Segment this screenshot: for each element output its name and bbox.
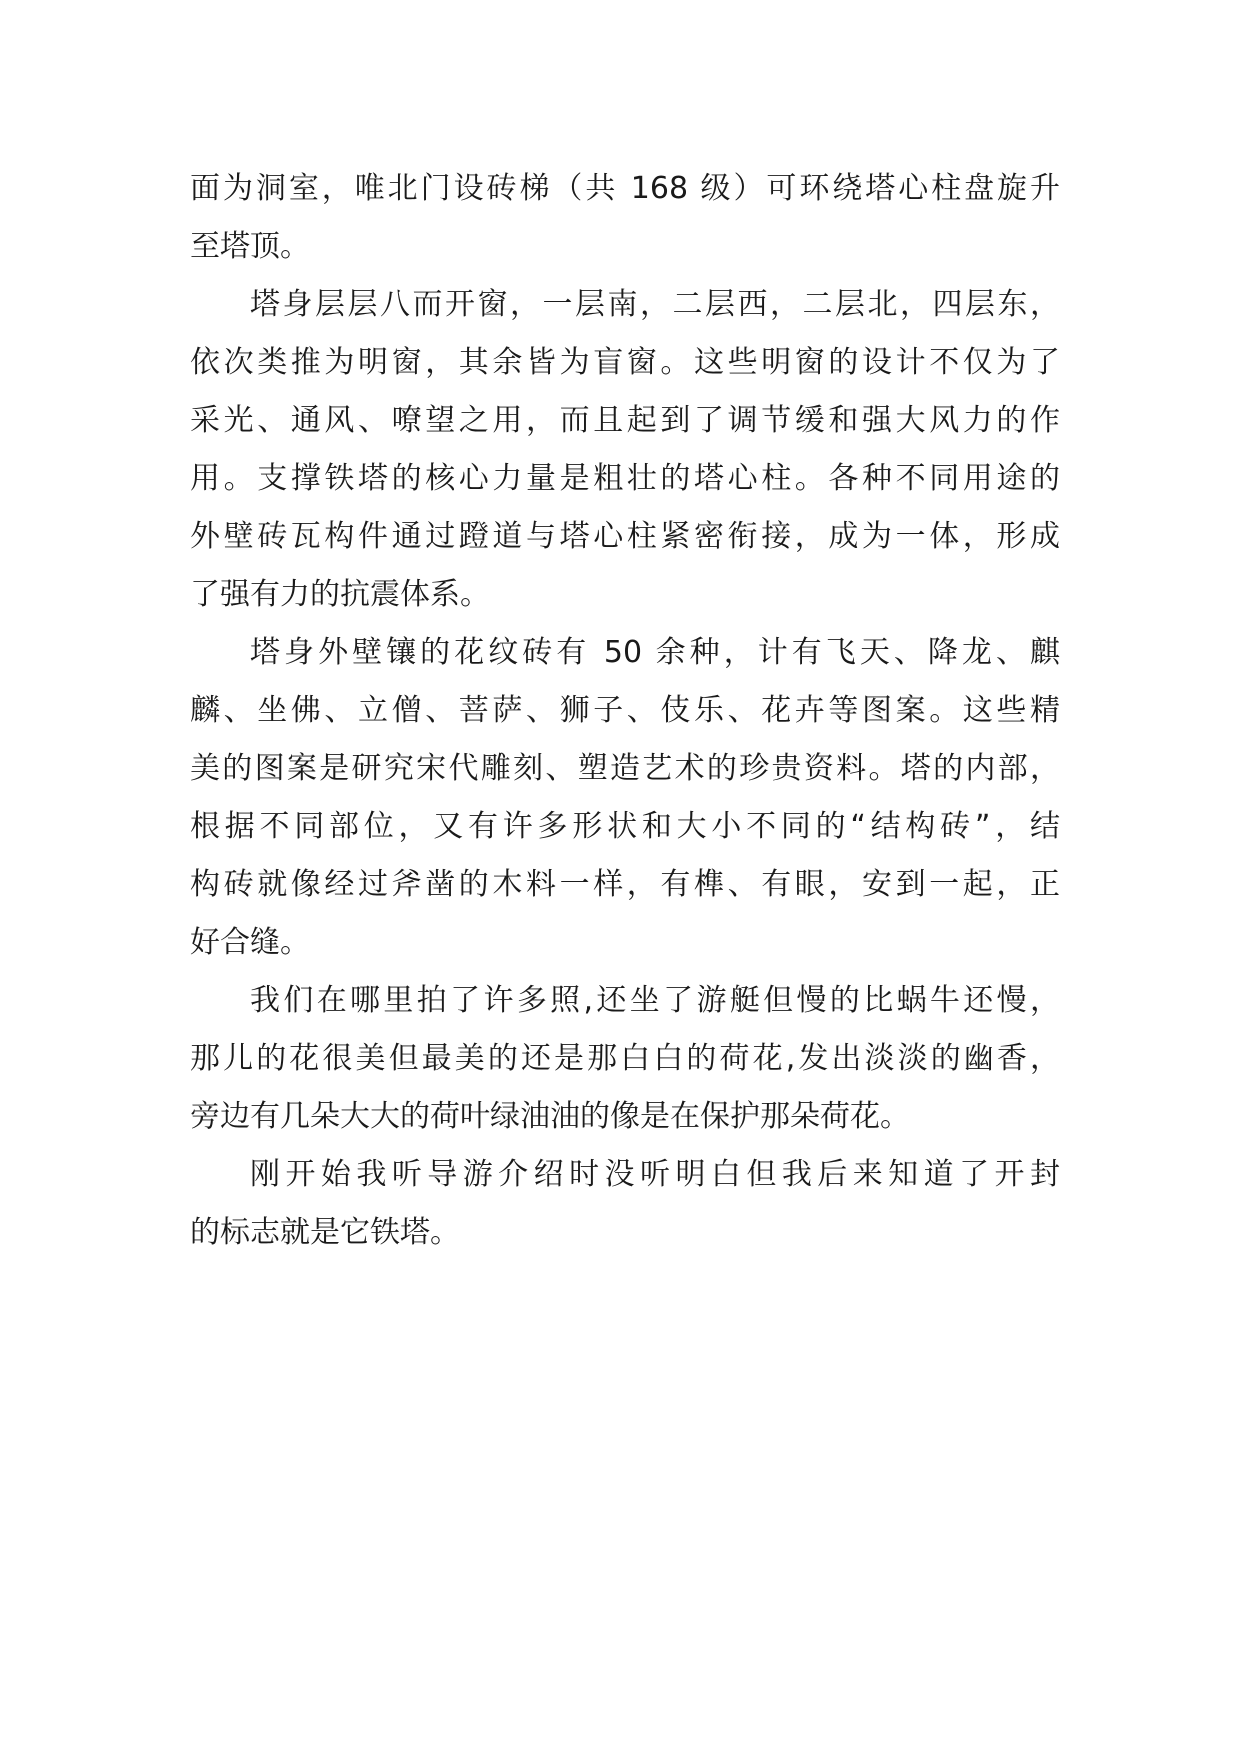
text-line: 依次类推为明窗，其余皆为盲窗。这些明窗的设计不仅为了 <box>190 345 1060 380</box>
text-line: 根据不同部位，又有许多形状和大小不同的“结构砖”，结 <box>190 809 1060 844</box>
text-line: 构砖就像经过斧凿的木料一样，有榫、有眼，安到一起，正 <box>190 867 1060 902</box>
text-line: 了强有力的抗震体系。 <box>190 577 490 612</box>
text-line: 麟、坐佛、立僧、菩萨、狮子、伎乐、花卉等图案。这些精 <box>190 693 1060 728</box>
text-line: 至塔顶。 <box>190 229 310 264</box>
text-line: 好合缝。 <box>190 925 310 960</box>
text-line: 美的图案是研究宋代雕刻、塑造艺术的珍贵资料。塔的内部， <box>190 751 1060 786</box>
text-line: 面为洞室，唯北门设砖梯（共 168 级）可环绕塔心柱盘旋升 <box>190 171 1060 206</box>
text-line: 那儿的花很美但最美的还是那白白的荷花,发出淡淡的幽香， <box>190 1041 1060 1076</box>
document-body <box>190 160 1060 1262</box>
text-line: 塔身外壁镶的花纹砖有 50 余种，计有飞天、降龙、麒 <box>250 635 1060 670</box>
text-line: 塔身层层八而开窗，一层南，二层西，二层北，四层东， <box>250 287 1060 322</box>
text-line: 采光、通风、嘹望之用，而且起到了调节缓和强大风力的作 <box>190 403 1060 438</box>
text-line: 的标志就是它铁塔。 <box>190 1215 460 1250</box>
text-line: 我们在哪里拍了许多照,还坐了游艇但慢的比蜗牛还慢， <box>250 983 1060 1018</box>
text-line: 用。支撑铁塔的核心力量是粗壮的塔心柱。各种不同用途的 <box>190 461 1060 496</box>
text-line: 刚开始我听导游介绍时没听明白但我后来知道了开封 <box>250 1157 1060 1192</box>
text-line: 外壁砖瓦构件通过蹬道与塔心柱紧密衔接，成为一体，形成 <box>190 519 1060 554</box>
text-line: 旁边有几朵大大的荷叶绿油油的像是在保护那朵荷花。 <box>190 1099 910 1134</box>
